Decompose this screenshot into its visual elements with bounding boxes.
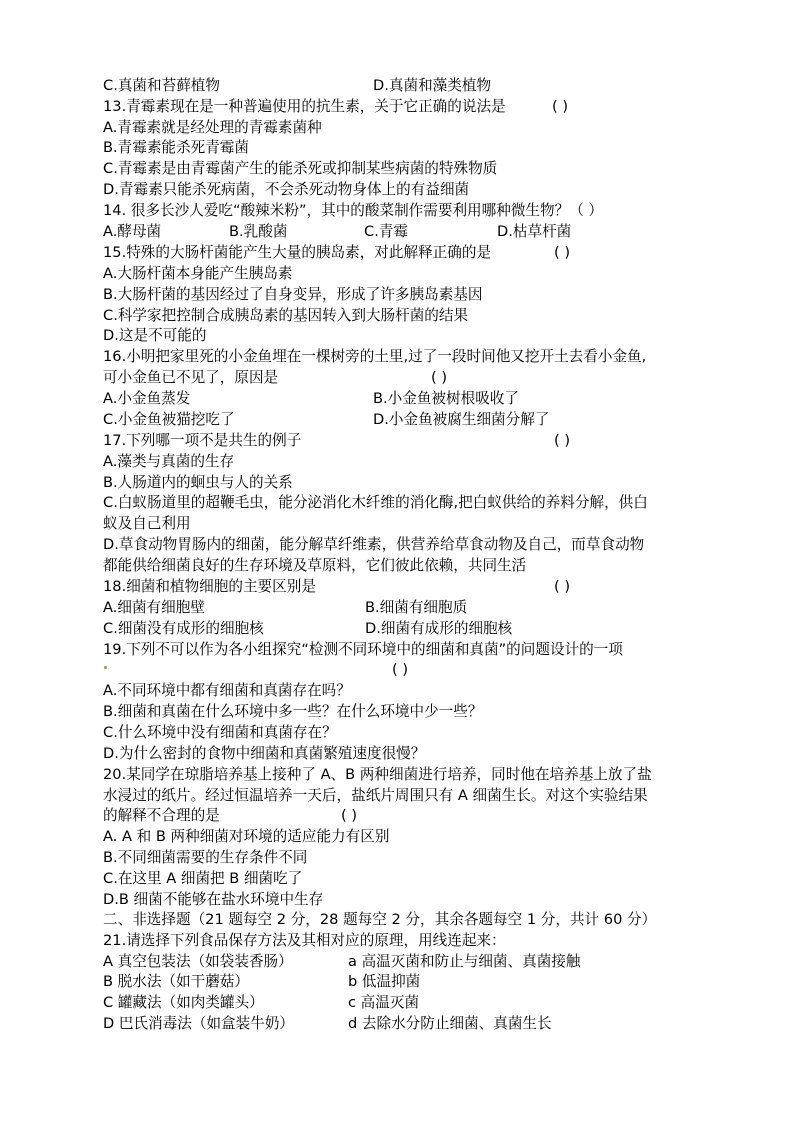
- q14-option-d: D.枯草杆菌: [497, 223, 572, 240]
- question-20-cont1: 水浸过的纸片。经过恒温培养一天后，盐纸片周围只有 A 细菌生长。对这个实验结果: [103, 787, 648, 804]
- question-14: 14. 很多长沙人爱吃“酸辣米粉”，其中的酸菜制作需要利用哪种微生物？（ ）: [103, 202, 604, 219]
- question-13-answer-blank: ( ): [552, 98, 569, 115]
- q18-option-b: B.细菌有细胞质: [365, 599, 468, 616]
- question-19: 19.下列不可以作为各小组探究“检测不同环境中的细菌和真菌”的问题设计的一项: [103, 641, 623, 658]
- question-20: 20.某同学在琼脂培养基上接种了 A、B 两种细菌进行培养，同时他在培养基上放了盐: [103, 766, 652, 783]
- q19-option-a: A.不同环境中都有细菌和真菌存在吗？: [103, 682, 351, 699]
- question-19-answer-blank: ( ): [392, 661, 409, 678]
- q20-option-b: B.不同细菌需要的生存条件不同: [103, 849, 308, 866]
- q20-option-a: A. A 和 B 两种细菌对环境的适应能力有区别: [103, 828, 390, 845]
- q16-option-d: D.小金鱼被腐生细菌分解了: [373, 411, 550, 428]
- q13-option-a: A.青霉素就是经处理的青霉素菌种: [103, 119, 322, 136]
- q12-option-c: C.真菌和苔藓植物: [103, 77, 220, 94]
- q15-option-d: D.这是不可能的: [103, 327, 207, 344]
- q18-option-d: D.细菌有成形的细胞核: [365, 620, 513, 637]
- question-16-answer-blank: ( ): [431, 369, 448, 386]
- match-left-d: D 巴氏消毒法（如盒装牛奶）: [103, 1015, 295, 1032]
- q13-option-b: B.青霉素能杀死青霉菌: [103, 139, 249, 156]
- question-15: 15.特殊的大肠杆菌能产生大量的胰岛素，对此解释正确的是: [103, 244, 492, 261]
- question-13: 13.青霉素现在是一种普遍使用的抗生素，关于它正确的说法是: [103, 98, 506, 115]
- match-left-c: C 罐藏法（如肉类罐头）: [103, 994, 264, 1011]
- q14-option-c: C.青霉: [364, 223, 409, 240]
- q16-option-a: A.小金鱼蒸发: [103, 390, 191, 407]
- section-2-heading: 二、非选择题（21 题每空 2 分，28 题每空 2 分，其余各题每空 1 分，共计 60 分）: [103, 911, 657, 928]
- q14-option-b: B.乳酸菌: [229, 223, 288, 240]
- question-15-answer-blank: ( ): [554, 244, 571, 261]
- q19-option-c: C.什么环境中没有细菌和真菌存在？: [103, 724, 337, 741]
- q16-option-b: B.小金鱼被树根吸收了: [373, 390, 519, 407]
- q15-option-c: C.科学家把控制合成胰岛素的基因转入到大肠杆菌的结果: [103, 307, 469, 324]
- match-right-c: c 高温灭菌: [348, 994, 420, 1011]
- q17-option-d-cont: 都能供给细菌良好的生存环境及草原料，它们彼此依赖，共同生活: [103, 557, 527, 574]
- question-20-answer-blank: ( ): [341, 807, 358, 824]
- q13-option-c: C.青霉素是由青霉菌产生的能杀死或抑制某些病菌的特殊物质: [103, 160, 498, 177]
- ink-mark: [104, 666, 107, 669]
- question-16: 16.小明把家里死的小金鱼埋在一棵树旁的土里,过了一段时间他又挖开土去看小金鱼,: [103, 348, 647, 365]
- question-17: 17.下列哪一项不是共生的例子: [103, 432, 302, 449]
- q12-option-d: D.真菌和藻类植物: [373, 77, 492, 94]
- q20-option-d: D.B 细菌不能够在盐水环境中生存: [103, 891, 324, 908]
- match-left-b: B 脱水法（如干蘑菇）: [103, 973, 249, 990]
- q17-option-b: B.人肠道内的蛔虫与人的关系: [103, 474, 293, 491]
- match-right-b: b 低温抑菌: [348, 973, 421, 990]
- q15-option-a: A.大肠杆菌本身能产生胰岛素: [103, 265, 293, 282]
- question-21: 21.请选择下列食品保存方法及其相对应的原理，用线连起来：: [103, 932, 506, 949]
- question-20-cont2: 的解释不合理的是: [103, 807, 220, 824]
- q18-option-c: C.细菌没有成形的细胞核: [103, 620, 264, 637]
- question-18-answer-blank: ( ): [554, 578, 571, 595]
- q20-option-c: C.在这里 A 细菌把 B 细菌吃了: [103, 870, 303, 887]
- q19-option-d: D.为什么密封的食物中细菌和真菌繁殖速度很慢？: [103, 745, 426, 762]
- q17-option-a: A.藻类与真菌的生存: [103, 453, 235, 470]
- match-left-a: A 真空包装法（如袋装香肠）: [103, 953, 293, 970]
- q18-option-a: A.细菌有细胞壁: [103, 599, 205, 616]
- q17-option-d: D.草食动物胃肠内的细菌，能分解草纤维素，供营养给草食动物及自己，而草食动物: [103, 536, 645, 553]
- q13-option-d: D.青霉素只能杀死病菌，不会杀死动物身体上的有益细菌: [103, 181, 470, 198]
- match-right-a: a 高温灭菌和防止与细菌、真菌接触: [348, 953, 581, 970]
- q17-option-c: C.白蚁肠道里的超鞭毛虫，能分泌消化木纤维的消化酶,把白蚁供给的养料分解，供白: [103, 494, 648, 511]
- q16-option-c: C.小金鱼被猫挖吃了: [103, 411, 235, 428]
- match-right-d: d 去除水分防止细菌、真菌生长: [348, 1015, 552, 1032]
- q15-option-b: B.大肠杆菌的基因经过了自身变异，形成了许多胰岛素基因: [103, 286, 483, 303]
- q17-option-c-cont: 蚁及自己利用: [103, 515, 191, 532]
- question-18: 18.细菌和植物细胞的主要区别是: [103, 578, 316, 595]
- question-17-answer-blank: ( ): [554, 432, 571, 449]
- q14-option-a: A.酵母菌: [103, 223, 162, 240]
- question-16-cont: 可小金鱼已不见了，原因是: [103, 369, 279, 386]
- q19-option-b: B.细菌和真菌在什么环境中多一些？在什么环境中少一些？: [103, 703, 483, 720]
